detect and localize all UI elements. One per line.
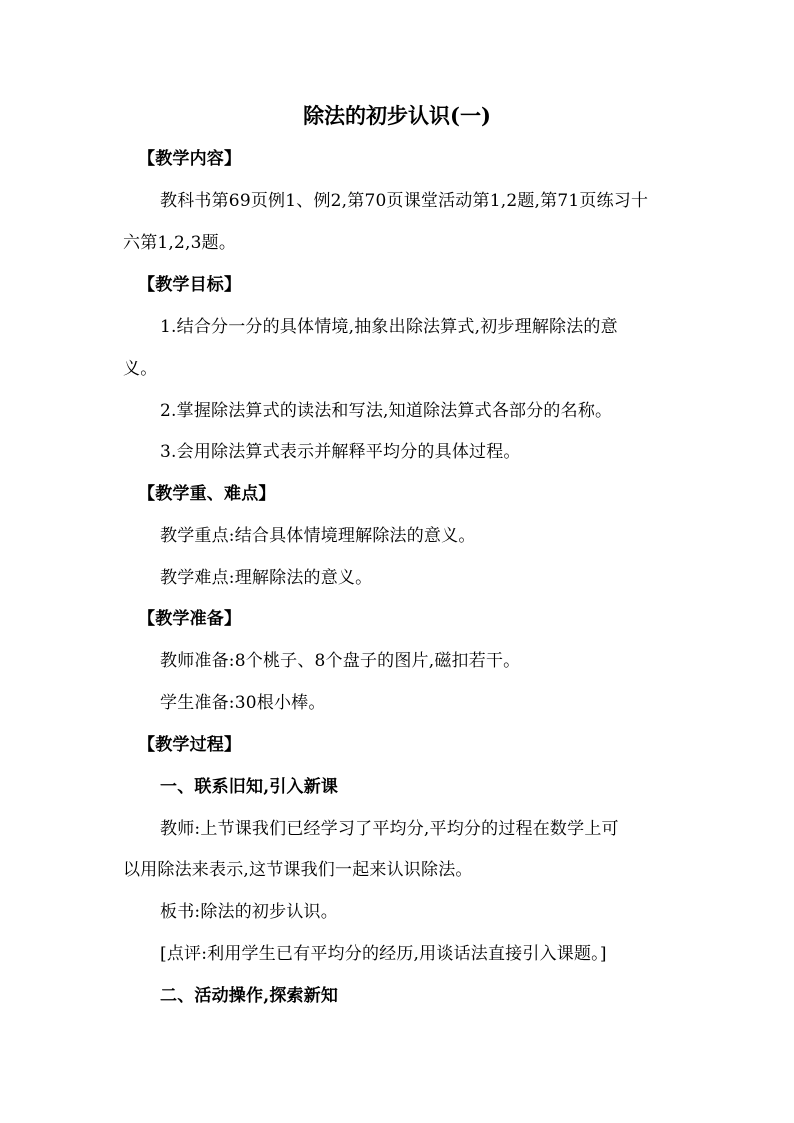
content-paragraph-line2: 六第1,2,3题。: [123, 233, 237, 253]
key-point: 教学重点:结合具体情境理解除法的意义。: [160, 526, 476, 546]
heading-teaching-process: 【教学过程】: [138, 735, 242, 755]
teacher-preparation: 教师准备:8个桃子、8个盘子的图片,磁扣若干。: [160, 651, 521, 671]
goal-2: 2.掌握除法算式的读法和写法,知道除法算式各部分的名称。: [160, 401, 613, 421]
difficulty-point: 教学难点:理解除法的意义。: [160, 568, 373, 588]
content-paragraph-line1: 教科书第69页例1、例2,第70页课堂活动第1,2题,第71页练习十: [160, 191, 649, 211]
goal-3: 3.会用除法算式表示并解释平均分的具体过程。: [160, 442, 521, 462]
goal-1-line1: 1.结合分一分的具体情境,抽象出除法算式,初步理解除法的意: [160, 317, 618, 337]
teacher-speech-line1: 教师:上节课我们已经学习了平均分,平均分的过程在数学上可: [160, 819, 619, 839]
heading-key-points: 【教学重、难点】: [138, 484, 276, 504]
heading-teaching-goals: 【教学目标】: [138, 275, 242, 295]
heading-preparation: 【教学准备】: [138, 609, 242, 629]
document-title: 除法的初步认识(一): [303, 103, 491, 128]
board-note: 板书:除法的初步认识。: [160, 902, 338, 922]
teacher-speech-line2: 以用除法来表示,这节课我们一起来认识除法。: [123, 860, 473, 880]
goal-1-line2: 义。: [123, 359, 158, 379]
step-1-heading: 一、联系旧知,引入新课: [160, 777, 339, 797]
comment-note: [点评:利用学生已有平均分的经历,用谈话法直接引入课题。]: [160, 944, 607, 964]
heading-teaching-content: 【教学内容】: [138, 149, 242, 169]
student-preparation: 学生准备:30根小棒。: [160, 693, 326, 713]
step-2-heading: 二、活动操作,探索新知: [160, 986, 339, 1006]
